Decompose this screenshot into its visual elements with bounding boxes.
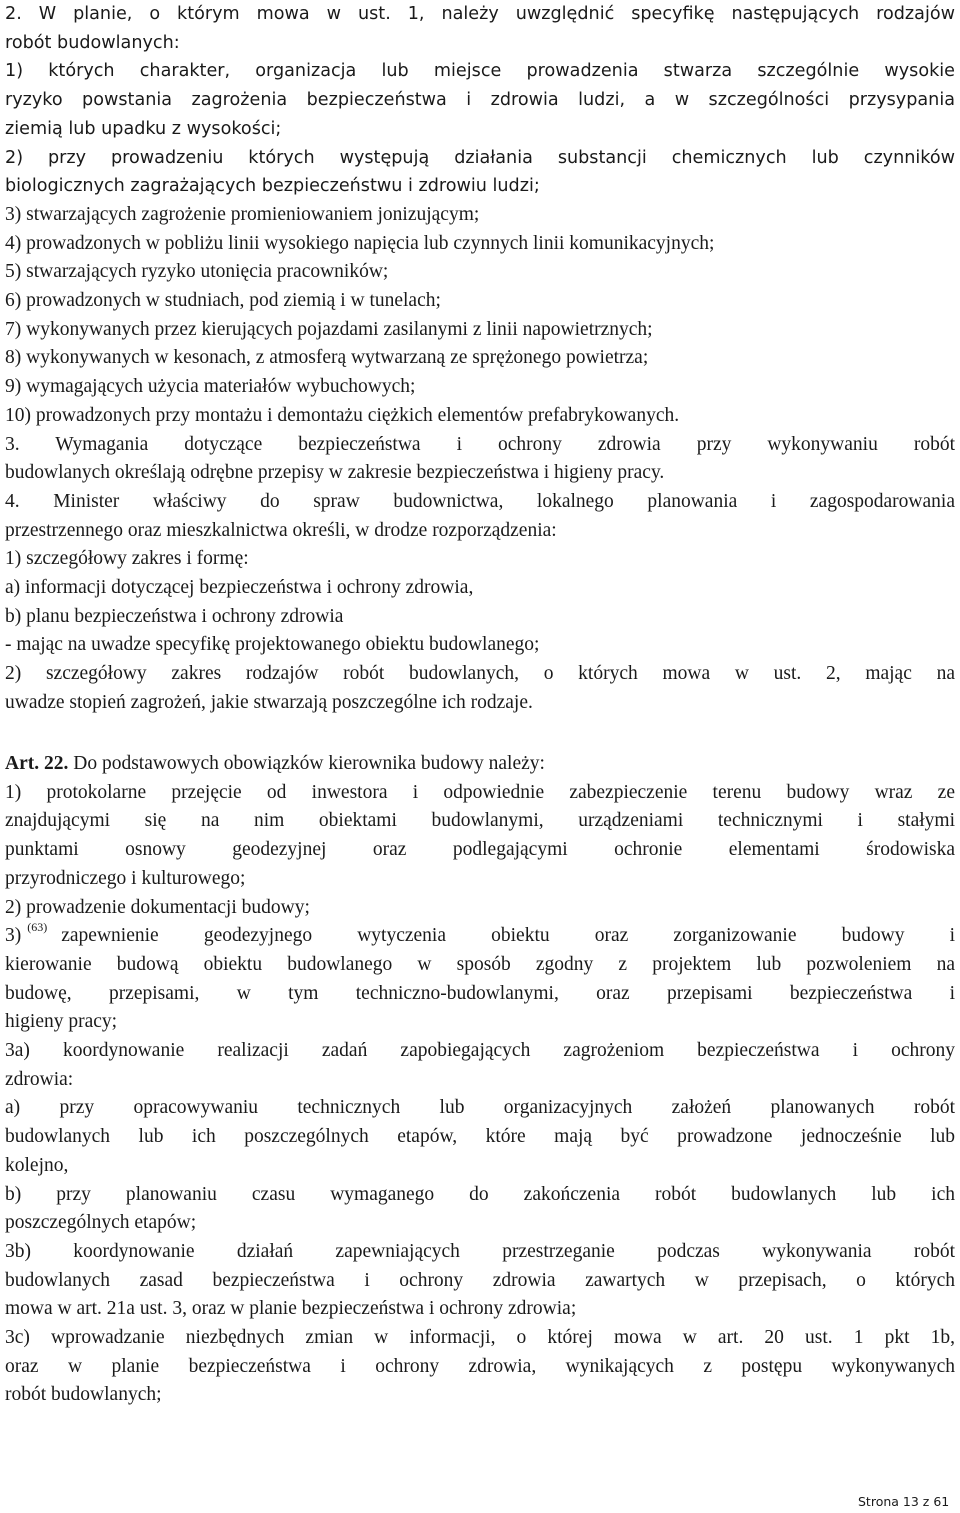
list-item-continuation: zdrowia:	[5, 1068, 74, 1090]
list-item: 7) wykonywanych przez kierujących pojazdami zasilanymi z linii napowietrznych;	[5, 318, 653, 340]
paragraph-line: 2. W planie, o którym mowa w ust. 1, należy uwzględnić specyfikę następujących rodzajów	[5, 4, 955, 24]
paragraph-line: 3. Wymagania dotyczące bezpieczeństwa i ochrony zdrowia przy wykonywaniu robót	[5, 433, 955, 455]
paragraph-line: robót budowlanych:	[5, 32, 180, 53]
list-item: a) przy opracowywaniu technicznych lub organizacyjnych założeń planowanych robót	[5, 1097, 955, 1119]
list-item: 10) prowadzonych przy montażu i demontażu ciężkich elementów prefabrykowanych.	[5, 404, 680, 426]
paragraph-line: przestrzennego oraz mieszkalnictwa określi, w drodze rozporządzenia:	[5, 519, 557, 541]
list-item-continuation: przyrodniczego i kulturowego;	[5, 867, 246, 889]
list-item-continuation: mowa w art. 21a ust. 3, oraz w planie bezpieczeństwa i ochrony zdrowia;	[5, 1298, 577, 1320]
article-intro: Do podstawowych obowiązków kierownika budowy należy:	[68, 753, 545, 774]
list-item: 2) szczegółowy zakres rodzajów robót budowlanych, o których mowa w ust. 2, mając na	[5, 663, 955, 685]
list-item-continuation: kierowanie budową obiektu budowlanego w sposób zgodny z projektem lub pozwoleniem na	[5, 953, 955, 975]
list-item-text: zapewnienie geodezyjnego wytyczenia obiektu oraz zorganizowanie budowy i	[61, 925, 955, 947]
paragraph-line: - mając na uwadze specyfikę projektowanego obiektu budowlanego;	[5, 634, 540, 656]
list-item: 1) których charakter, organizacja lub miejsce prowadzenia stwarza szczególnie wysokie	[5, 61, 955, 82]
paragraph-line: 4. Minister właściwy do spraw budownictwa, lokalnego planowania i zagospodarowania	[5, 490, 955, 512]
list-item	[5, 922, 955, 951]
list-item-continuation: robót budowlanych;	[5, 1384, 162, 1406]
list-item: 2) prowadzenie dokumentacji budowy;	[5, 896, 310, 918]
footnote-reference: (63)	[27, 920, 48, 935]
list-item-continuation: punktami osnowy geodezyjnej oraz podlegającymi ochronie elementami środowiska	[5, 839, 955, 861]
list-item-continuation: ryzyko powstania zagrożenia bezpieczeństwa i zdrowia ludzi, a w szczególności przysypania	[5, 90, 955, 111]
article-heading-line	[5, 750, 955, 779]
list-item: 1) protokolarne przejęcie od inwestora i odpowiednie zabezpieczenie terenu budowy wraz ze	[5, 781, 955, 803]
list-item: 3c) wprowadzanie niezbędnych zmian w informacji, o której mowa w art. 20 ust. 1 pkt 1b,	[5, 1327, 955, 1348]
list-item: 3) stwarzających zagrożenie promieniowaniem jonizującym;	[5, 203, 480, 225]
list-item-continuation: biologicznych zagrażających bezpieczeństwu i zdrowiu ludzi;	[5, 176, 540, 197]
list-item-continuation: higieny pracy;	[5, 1011, 118, 1033]
list-item: 2) przy prowadzeniu których występują działania substancji chemicznych lub czynników	[5, 147, 955, 168]
list-item: 4) prowadzonych w pobliżu linii wysokiego napięcia lub czynnych linii komunikacyjnych;	[5, 232, 715, 254]
article-number: Art. 22.	[5, 753, 69, 774]
list-item: 3b) koordynowanie działań zapewniających przestrzeganie podczas wykonywania robót	[5, 1240, 955, 1262]
list-item-continuation: budowę, przepisami, w tym techniczno-budowlanymi, oraz przepisami bezpieczeństwa i	[5, 982, 955, 1004]
list-item-continuation: uwadze stopień zagrożeń, jakie stwarzają poszczególne ich rodzaje.	[5, 691, 533, 713]
list-item: b) planu bezpieczeństwa i ochrony zdrowia	[5, 605, 344, 627]
list-item: 3a) koordynowanie realizacji zadań zapobiegających zagrożeniom bezpieczeństwa i ochrony	[5, 1040, 955, 1061]
list-item-continuation: poszczególnych etapów;	[5, 1212, 197, 1234]
list-item: 8) wykonywanych w kesonach, z atmosferą wytwarzaną ze sprężonego powietrza;	[5, 347, 649, 369]
list-item: 5) stwarzających ryzyko utonięcia pracowników;	[5, 261, 389, 283]
list-item-continuation: budowlanych zasad bezpieczeństwa i ochrony zdrowia zawartych w przepisach, o których	[5, 1269, 955, 1291]
list-item-number: 3)	[5, 925, 22, 947]
paragraph-line: budowlanych określają odrębne przepisy w zakresie bezpieczeństwa i higieny pracy.	[5, 462, 665, 484]
list-item-continuation: oraz w planie bezpieczeństwa i ochrony zdrowia, wynikających z postępu wykonywanych	[5, 1355, 955, 1377]
list-item-continuation: budowlanych lub ich poszczególnych etapów, które mają być prowadzone jednocześnie lub	[5, 1126, 955, 1148]
list-item: a) informacji dotyczącej bezpieczeństwa i ochrony zdrowia,	[5, 577, 474, 598]
page-number: Strona 13 z 61	[858, 1494, 950, 1509]
list-item-continuation: kolejno,	[5, 1154, 69, 1176]
list-item: b) przy planowaniu czasu wymaganego do zakończenia robót budowlanych lub ich	[5, 1183, 955, 1205]
list-item-continuation: ziemią lub upadku z wysokości;	[5, 118, 282, 139]
list-item: 9) wymagających użycia materiałów wybuchowych;	[5, 376, 416, 398]
list-item-continuation: znajdującymi się na nim obiektami budowlanymi, urządzeniami technicznymi i stałymi	[5, 810, 955, 832]
list-item: 1) szczegółowy zakres i formę:	[5, 548, 249, 570]
list-item: 6) prowadzonych w studniach, pod ziemią i w tunelach;	[5, 290, 441, 311]
